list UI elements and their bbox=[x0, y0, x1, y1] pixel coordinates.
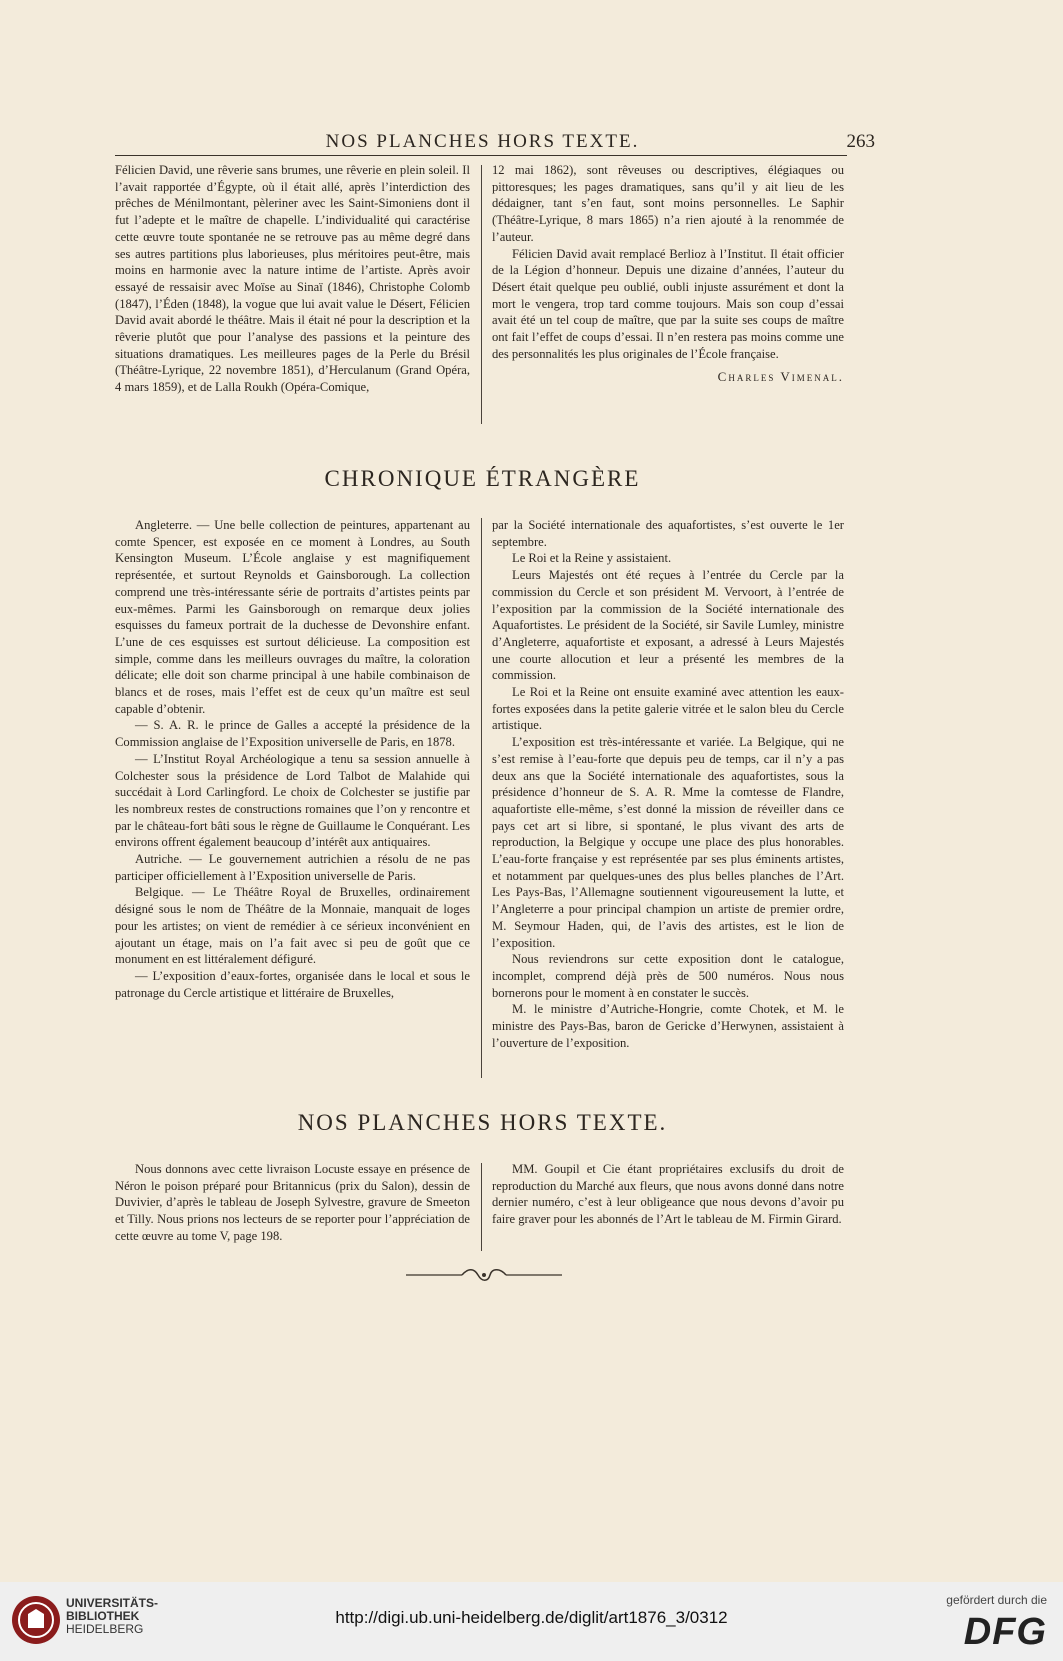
paragraph: Le Roi et la Reine y assistaient. bbox=[512, 551, 672, 566]
library-line: BIBLIOTHEK bbox=[66, 1609, 140, 1623]
paragraph: Nous reviendrons sur cette exposition dont le catalogue, incomplet, comprend déjà près de 500 numéros. Nous nous bornerons pour le moment à en constater le succès. bbox=[492, 952, 844, 1000]
paragraph: Félicien David avait remplacé Berlioz à l’Institut. Il était officier de la Légion d’honneur. Depuis une dizaine d’années, l’auteur du Désert était quelque peu oublié, oubli injuste assurément et dont la mort le vengera, trop tard comme toujours. Mais son coup d’essai avait été un tel coup de maître, que par la suite ses coups de maître ont fait l’effet de coups d’essai. Il n’en restera pas moins comme une des personnalités les plus originales de l’École française. bbox=[492, 246, 844, 361]
paragraph: Nous donnons avec cette livraison Locuste essaye en présence de Néron le poison préparé pour Britannicus (prix du Salon), dessin de Duvivier, d’après le tableau de Joseph Sylvestre, gravure de Smeeton et Tilly. Nous prions nos lecteurs de se reporter pour l’appréciation de cette œuvre au tome V, page 198. bbox=[115, 1162, 470, 1243]
dfg-logo: DFG bbox=[963, 1611, 1047, 1653]
end-ornament bbox=[404, 1265, 564, 1285]
column-divider bbox=[481, 165, 482, 424]
section-heading-chronique: CHRONIQUE ÉTRANGÈRE bbox=[324, 466, 641, 491]
column-divider bbox=[481, 1163, 482, 1251]
paragraph: — L’Institut Royal Archéologique a tenu sa session annuelle à Colchester sous la présidence de Lord Talbot de Malahide qui succédait à Lord Carlingford. Le choix de Colchester se justifie par les nombreux restes de constructions romaines que l’on y rencontre et par le château-fort bâti sous le règne de Guillaume le Conquérant. Les environs offrent également beaucoup d’intérêt aux antiquaires. bbox=[115, 751, 470, 850]
paragraph: MM. Goupil et Cie étant propriétaires exclusifs du droit de reproduction du Marché aux fleurs, que nous avons donné dans notre dernier numéro, c’est à leur obligeance que nous devons d’avoir pu faire graver pour les abonnés de l’Art le tableau de M. Firmin Girard. bbox=[492, 1162, 844, 1227]
section-heading-planches: NOS PLANCHES HORS TEXTE. bbox=[297, 1110, 668, 1135]
paragraph: — L’exposition d’eaux-fortes, organisée dans le local et sous le patronage du Cercle artistique et littéraire de Bruxelles, bbox=[115, 968, 470, 1000]
library-line: HEIDELBERG bbox=[66, 1622, 144, 1636]
paragraph: Leurs Majestés ont été reçues à l’entrée du Cercle par la commission du Cercle et son président M. Vervoort, à l’entrée de l’exposition par la commission de la Société internationale des Aquafortistes. Le président de la Société, sir Savile Lumley, ministre d’Angleterre, aquafortiste et exposant, a adressé à Leurs Majestés une courte allocution et leur a présenté les membres de la commission. bbox=[492, 568, 844, 683]
paragraph: Angleterre. — Une belle collection de peintures, appartenant au comte Spencer, est exposée en ce moment à Londres, au South Kensington Museum. L’École anglaise y est magnifiquement représentée, et surtout Reynolds et Gainsborough. La collection comprend une très-intéressante série de portraits d’artistes peints par eux-mêmes. Parmi les Gainsborough on remarque deux jolies esquisses du fameux portrait de la duchesse de Devonshire enfant. L’une de ces esquisses est surtout délicieuse. La composition est simple, comme dans les meilleurs ouvrages du maître, la coloration délicate; elle doit son charme principal à une habile combinaison de blancs et de roses, mais l’effet est de ceux qu’un maître est seul capable d’obtenir. bbox=[115, 518, 470, 716]
running-header bbox=[115, 131, 875, 153]
section3-left-column bbox=[115, 1161, 470, 1245]
column-divider bbox=[481, 518, 482, 1078]
paragraph: 12 mai 1862), sont rêveuses ou descriptives, élégiaques ou pittoresques; les pages dramatiques, sans qu’il y ait lieu de les dédaigner, tant s’en faut, sont moins personnelles. Le Saphir (Théâtre-Lyrique, 8 mars 1865) n’a rien ajouté à la renommée de l’auteur. bbox=[492, 163, 844, 244]
header-rule bbox=[115, 155, 847, 156]
section1-left-column bbox=[115, 162, 470, 396]
digitization-footer bbox=[0, 1582, 1063, 1661]
paragraph: Le Roi et la Reine ont ensuite examiné avec attention les eaux-fortes exposées dans la petite galerie vitrée et le salon bleu du Cercle artistique. bbox=[492, 685, 844, 733]
section2-left-column bbox=[115, 517, 470, 1001]
funding-label: gefördert durch die bbox=[946, 1593, 1047, 1607]
paragraph: Autriche. — Le gouvernement autrichien a résolu de ne pas participer officiellement à l’Exposition universelle de Paris. bbox=[115, 852, 470, 883]
author-signature: Charles Vimenal. bbox=[717, 369, 844, 385]
page-number: 263 bbox=[846, 131, 875, 152]
paragraph: Félicien David, une rêverie sans brumes, une rêverie en plein soleil. Il l’avait rapportée d’Égypte, où il était allé, après l’interdiction des prêches de Ménilmontant, pèleriner avec les Saint-Simoniens dont il fut l’adepte et le maître de chapelle. L’individualité qui caractérise cette œuvre toute spontanée ne se retrouve pas au même degré dans ses autres partitions plus laborieuses, plus méritoires peut-être, mais moins en harmonie avec la nature intime de l’artiste. Après avoir essayé de ressaisir avec Moïse au Sinaï (1846), Christophe Colomb (1847), l’Éden (1848), la vogue que lui avait value le Désert, Félicien David avait abordé le théâtre. Mais il était né pour la description et la rêverie plutôt que pour l’analyse des passions et la peinture des situations dramatiques. Les meilleures pages de la Perle du Brésil (Théâtre-Lyrique, 22 novembre 1851), d’Herculanum (Grand Opéra, 4 mars 1859), et de Lalla Roukh (Opéra-Comique, bbox=[115, 163, 470, 395]
paragraph: — S. A. R. le prince de Galles a accepté la présidence de la Commission anglaise de l’Exposition universelle de Paris, en 1878. bbox=[115, 718, 470, 750]
library-line: UNIVERSITÄTS- bbox=[66, 1596, 159, 1610]
section2-right-column bbox=[492, 517, 844, 1052]
paragraph: Belgique. — Le Théâtre Royal de Bruxelles, ordinairement désigné sous le nom de Théâtre de la Monnaie, manquait de loges pour les artistes; on vient de remédier à ce sérieux inconvénient en ajoutant un étage, mais on l’a fait avec si peu de goût que ce monument en est littéralement défiguré. bbox=[115, 885, 470, 967]
permalink-url[interactable]: http://digi.ub.uni-heidelberg.de/diglit/art1876_3/0312 bbox=[335, 1608, 728, 1627]
paragraph: M. le ministre d’Autriche-Hongrie, comte Chotek, et M. le ministre des Pays-Bas, baron de Gericke d’Herwynen, assistaient à l’ouverture de l’exposition. bbox=[492, 1002, 844, 1050]
paragraph: par la Société internationale des aquafortistes, s’est ouverte le 1er septembre. bbox=[492, 518, 844, 549]
section3-right-column bbox=[492, 1161, 844, 1228]
section1-right-column bbox=[492, 162, 844, 386]
paragraph: L’exposition est très-intéressante et variée. La Belgique, qui ne s’est remise à l’eau-forte que depuis peu de temps, car il n’y a pas deux ans que la Société internationale des aquafortistes, sous la présidence d’honneur de S. A. R. Mme la comtesse de Flandre, aquafortiste elle-même, s’est donné la mission de réveiller dans ce pays cet art si libre, si spontané, le plus vivant des arts de reproduction, la Belgique y occupe une place des plus honorables. L’eau-forte française y est représentée par ses plus éminents artistes, et notamment par quelques-unes des plus belles planches de l’Art. Les Pays-Bas, l’Allemagne soutiennent vigoureusement la lutte, et l’Angleterre a pour principal champion un artiste de premier ordre, M. Seymour Haden, qui, de l’avis des artistes, est le lion de l’exposition. bbox=[492, 735, 844, 950]
running-title: NOS PLANCHES HORS TEXTE. bbox=[325, 131, 640, 152]
